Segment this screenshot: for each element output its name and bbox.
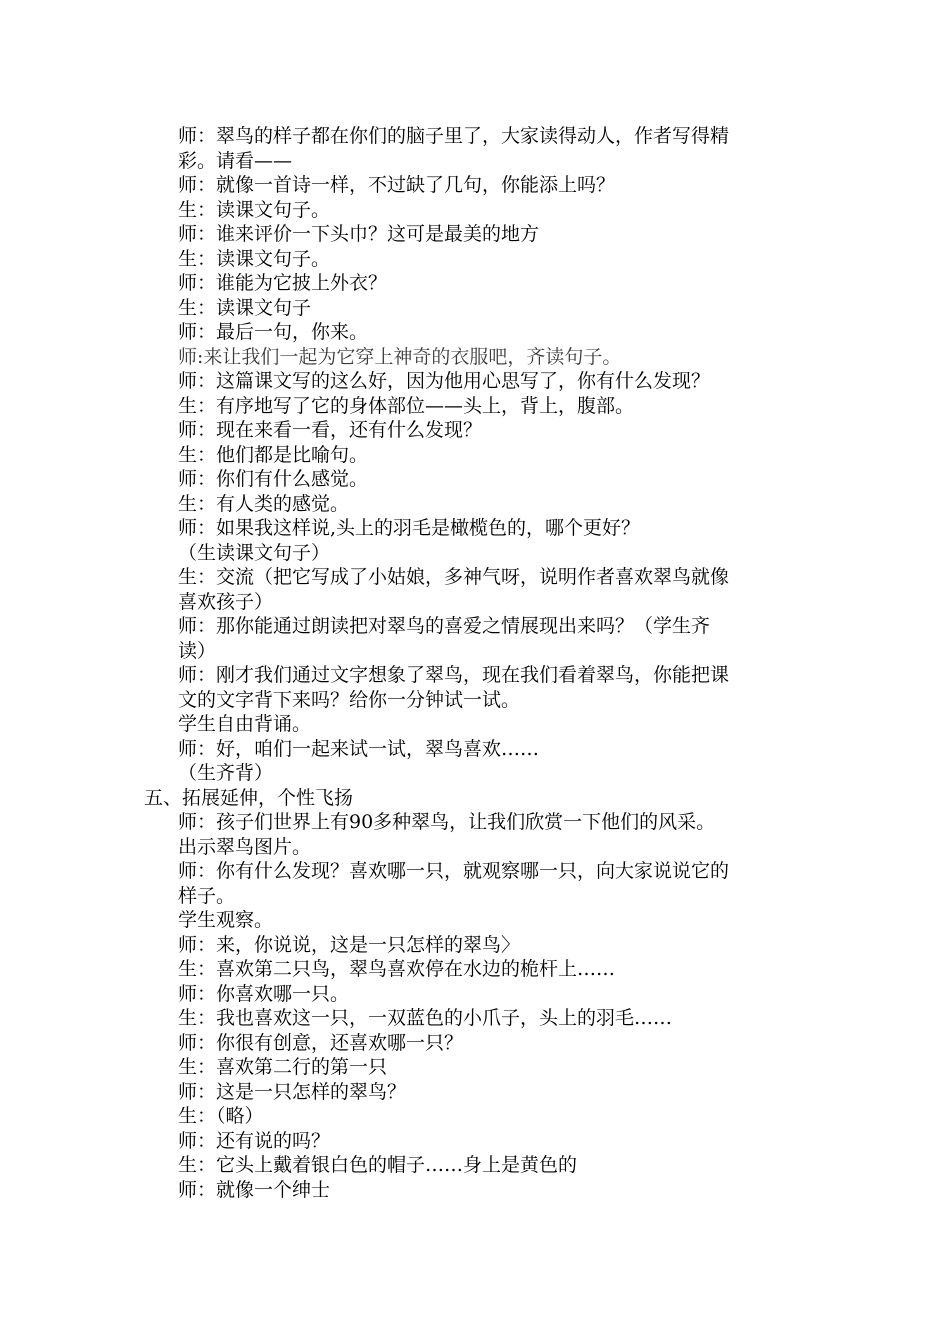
text-line: 生：交流（把它写成了小姑娘，多神气呀，说明作者喜欢翠鸟就像	[178, 566, 730, 588]
text-line: 生：它头上戴着银白色的帽子……身上是黄色的	[178, 1154, 578, 1176]
text-line: 师：还有说的吗？	[178, 1129, 331, 1152]
text-line: 生：喜欢第二只鸟，翠鸟喜欢停在水边的桅杆上……	[178, 958, 616, 980]
text-line: 师：你有什么发现？喜欢哪一只，就观察哪一只，向大家说说它的	[178, 860, 730, 882]
text-line: 师：好，咱们一起来试一试，翠鸟喜欢……	[178, 737, 540, 760]
text-line: 出示翠鸟图片。	[178, 835, 312, 858]
text-line: 师：如果我这样说,头上的羽毛是橄榄色的，哪个更好？	[178, 517, 641, 539]
text-line: 文的文字背下来吗？给你一分钟试一试。	[178, 688, 521, 711]
document-body	[144, 124, 824, 1202]
text-line: 生：（略）	[178, 1105, 264, 1127]
text-line: 师：最后一句，你来。	[178, 321, 369, 343]
text-line: （生齐背）	[178, 762, 274, 784]
text-line: 师：谁能为它披上外衣？	[178, 272, 388, 294]
text-line: 师：谁来评价一下头巾？这可是最美的地方	[178, 223, 540, 245]
text-line: 师：你们有什么感觉。	[178, 468, 369, 490]
text-line: 师：这篇课文写的这么好，因为他用心思写了，你有什么发现？	[178, 370, 711, 392]
text-line: 生：有人类的感觉。	[178, 492, 350, 515]
text-line: 师：来，你说说，这是一只怎样的翠鸟〉	[178, 933, 521, 956]
text-line: 彩。请看——	[178, 149, 293, 172]
text-line: 师：翠鸟的样子都在你们的脑子里了，大家读得动人，作者写得精	[178, 125, 730, 147]
section-heading: 五、拓展延伸，个性飞扬	[144, 786, 354, 809]
text-line: 师：就像一个绅士	[178, 1178, 331, 1201]
text-line: 师:来让我们一起为它穿上神奇的衣服吧，齐读句子。	[178, 345, 622, 368]
text-line: 生：我也喜欢这一只，一双蓝色的小爪子，头上的羽毛……	[178, 1007, 673, 1029]
text-line: 师：这是一只怎样的翠鸟？	[178, 1080, 407, 1103]
text-line: 学生自由背诵。	[178, 713, 312, 735]
text-line: 生：他们都是比喻句。	[178, 443, 369, 466]
text-line: 生：读课文句子	[178, 296, 312, 319]
text-line: 生：读课文句子。	[178, 198, 331, 221]
text-line: 生：读课文句子。	[178, 247, 331, 270]
text-line: 学生观察。	[178, 909, 274, 931]
text-line: 师：那你能通过朗读把对翠鸟的喜爱之情展现出来吗？（学生齐	[178, 615, 711, 637]
text-line: 生：有序地写了它的身体部位——头上，背上，腹部。	[178, 394, 635, 417]
text-line: 师：刚才我们通过文字想象了翠鸟，现在我们看着翠鸟，你能把课	[178, 664, 730, 686]
text-line: （生读课文句子）	[178, 541, 331, 564]
text-line: 师：孩子们世界上有90多种翠鸟，让我们欣赏一下他们的风采。	[178, 811, 716, 833]
text-line: 样子。	[178, 884, 236, 907]
text-line: 生：喜欢第二行的第一只	[178, 1056, 388, 1078]
text-line: 喜欢孩子）	[178, 590, 274, 613]
text-line: 读）	[178, 639, 217, 662]
text-line: 师：现在来看一看，还有什么发现？	[178, 419, 483, 441]
text-line: 师：你很有创意，还喜欢哪一只？	[178, 1031, 464, 1054]
text-line: 师：你喜欢哪一只。	[178, 982, 350, 1005]
text-line: 师：就像一首诗一样，不过缺了几句，你能添上吗？	[178, 174, 616, 196]
